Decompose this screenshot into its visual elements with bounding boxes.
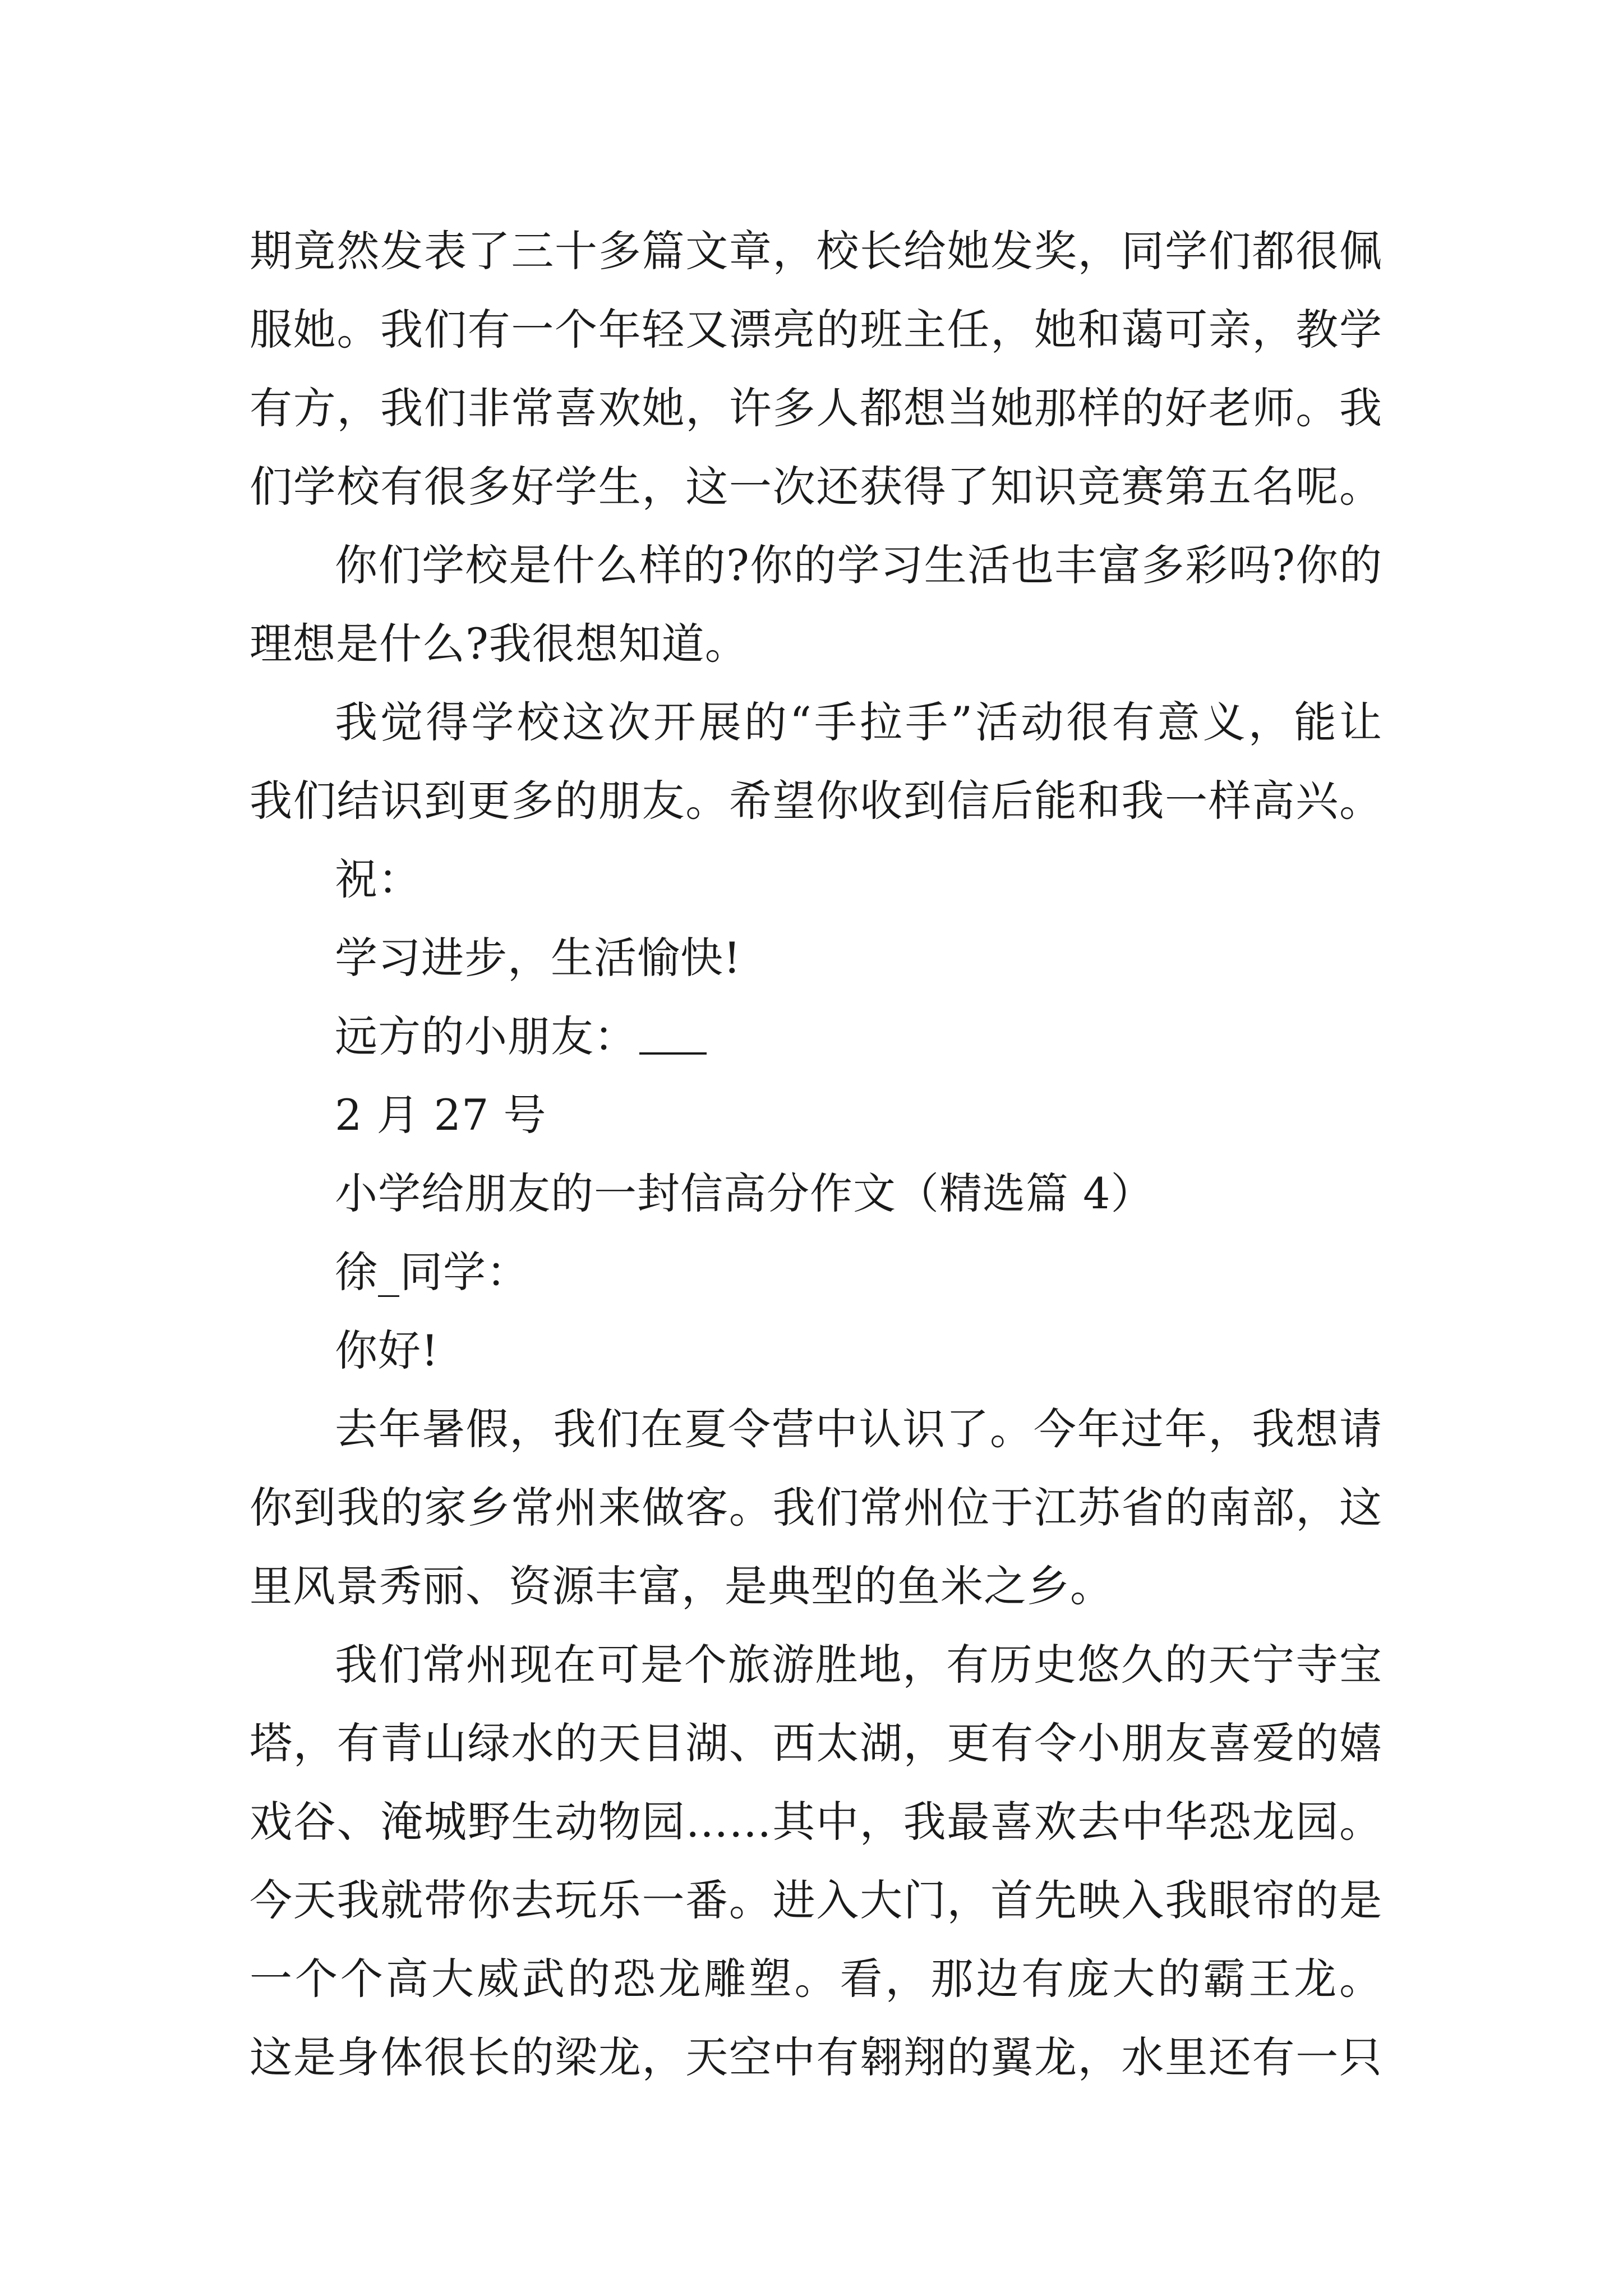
signature-label: 远方的小朋友： <box>335 1011 637 1061</box>
wish-text: 学习进步，生活愉快! <box>335 933 741 983</box>
text-line: 你们学校是什么样的?你的学习生活也丰富多彩吗?你的 <box>335 540 1382 590</box>
signature-blank <box>639 1050 707 1055</box>
date-line: 2 月 27 号 <box>335 1090 547 1140</box>
text-line: 期竟然发表了三十多篇文章，校长给她发奖，同学们都很佩 <box>250 226 1382 276</box>
text-line: 有方，我们非常喜欢她，许多人都想当她那样的好老师。我 <box>250 383 1382 433</box>
salutation: 徐_同学： <box>335 1247 529 1297</box>
text-line: 今天我就带你去玩乐一番。进入大门，首先映入我眼帘的是 <box>250 1875 1382 1925</box>
greeting: 你好! <box>335 1326 439 1375</box>
text-line: 理想是什么?我很想知道。 <box>250 619 748 669</box>
text-line: 戏谷、淹城野生动物园……其中，我最喜欢去中华恐龙园。 <box>250 1797 1382 1847</box>
text-line: 我觉得学校这次开展的“手拉手”活动很有意义，能让 <box>335 697 1382 747</box>
text-line: 服她。我们有一个年轻又漂亮的班主任，她和蔼可亲，教学 <box>250 305 1382 355</box>
text-line: 我们结识到更多的朋友。希望你收到信后能和我一样高兴。 <box>250 776 1382 826</box>
text-line: 去年暑假，我们在夏令营中认识了。今年过年，我想请 <box>335 1404 1382 1454</box>
text-line: 们学校有很多好学生，这一次还获得了知识竞赛第五名呢。 <box>250 462 1382 512</box>
text-line: 一个个高大威武的恐龙雕塑。看，那边有庞大的霸王龙。 <box>250 1954 1382 2004</box>
text-line: 里风景秀丽、资源丰富，是典型的鱼米之乡。 <box>250 1561 1113 1611</box>
text-line: 塔，有青山绿水的天目湖、西太湖，更有令小朋友喜爱的嬉 <box>250 1718 1382 1768</box>
text-line: 我们常州现在可是个旅游胜地，有历史悠久的天宁寺宝 <box>335 1640 1382 1690</box>
text-line: 你到我的家乡常州来做客。我们常州位于江苏省的南部，这 <box>250 1483 1382 1533</box>
greeting-wish: 祝： <box>335 854 421 904</box>
text-line: 这是身体很长的梁龙，天空中有翱翔的翼龙，水里还有一只 <box>250 2032 1382 2082</box>
letter-body <box>250 212 1382 2097</box>
signature-line <box>250 997 1382 1076</box>
section-heading: 小学给朋友的一封信高分作文（精选篇 4） <box>335 1168 1154 1218</box>
